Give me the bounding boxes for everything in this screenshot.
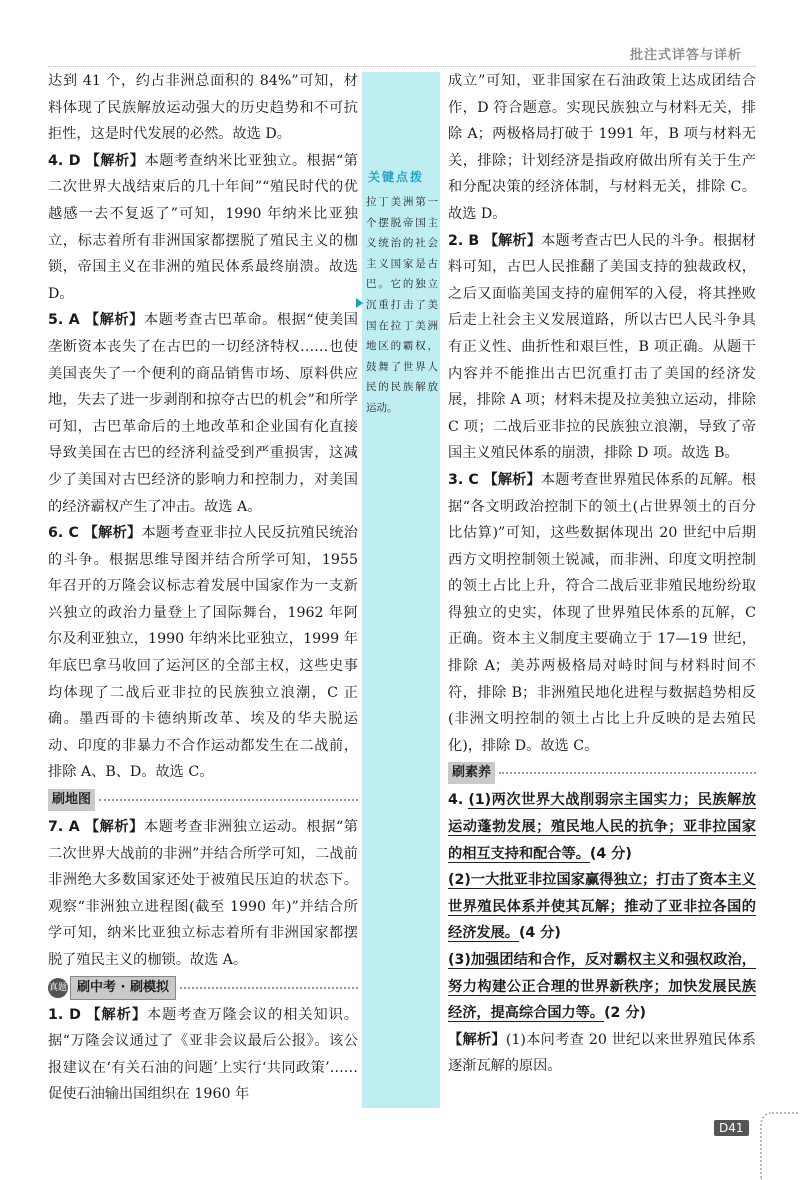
section-label: 刷素养: [448, 762, 495, 784]
answer-text: 本题考查世界殖民体系的瓦解。根据“各文明政治控制下的领土(占世界领土的百分比估算)”可知，这些数据体现出 20 世纪中后期西方文明控制领土锐减，而非洲、印度文明控制的领土占比上升，符合二战后亚非殖民地纷纷取得独立的史实，体现了世界殖民体系的瓦解，C 正确。资本主义制度主要确立于 17—19 世纪，排除 A；美苏两极格局对峙时间与材料时间不符，排除 B；非洲殖民地化进程与数据趋势相反(非洲文明控制的领土占比上升反映的是去殖民化)，排除 D。故选 C。: [448, 471, 756, 754]
answer-2: [448, 228, 756, 467]
score-3: (2 分): [604, 1005, 647, 1022]
margin-note-title: 关键点拨: [368, 170, 425, 184]
answer-6: [48, 520, 358, 786]
right-continued-text: 成立”可知，亚非国家在石油政策上达成团结合作，D 符合题意。实现民族独立与材料无关，排除 A；两极格局打破于 1991 年，B 项与材料无关，排除；计划经济是指政府做出所有关于生产和分配决策的经济体制，与材料无关，排除 C。故选 D。: [448, 73, 756, 222]
section-exam-header: [48, 976, 358, 1000]
answer-4-part-3: [448, 947, 756, 1027]
answer-4: [48, 148, 358, 308]
answer-number: 3. C: [448, 471, 479, 488]
answer-number: 4.: [448, 792, 464, 809]
analysis-tag: 【解析】: [483, 232, 542, 249]
analysis-tag: 【解析】: [83, 525, 142, 542]
answer-4-quality: [448, 787, 756, 867]
answer-text: (1)本问考查 20 世纪以来世界殖民体系逐渐瓦解的原因。: [448, 1031, 756, 1075]
analysis-tag: 【解析】: [85, 152, 145, 169]
page-header: 批注式详答与详析: [630, 48, 743, 63]
section-label: 刷地图: [48, 789, 95, 811]
header-divider: [48, 66, 756, 67]
analysis-tag: 【解析】: [84, 819, 144, 836]
answer-1: [48, 1002, 358, 1108]
answer-7: [48, 814, 358, 974]
score-2: (4 分): [518, 925, 561, 942]
page-number: D41: [714, 1120, 749, 1136]
exam-badge-icon: 真题: [48, 978, 68, 998]
answer-text: 本题考查亚非拉人民反抗殖民统治的斗争。根据思维导图并结合所学可知，1955 年召开的万隆会议标志着发展中国家作为一支新兴独立的政治力量登上了国际舞台，1962 年阿尔及利亚独立，1990 年纳米比亚独立，1999 年年底巴拿马收回了运河区的全部主权，这些史事均体现了二战后亚非拉的民族独立浪潮，C 正确。墨西哥的卡德纳斯改革、埃及的华夫脱运动、印度的非暴力不合作运动都发生在二战前，排除 A、B、D。故选 C。: [48, 525, 358, 781]
analysis-tag: 【解析】: [448, 1031, 506, 1048]
answer-4-part-2: [448, 867, 756, 947]
left-column: [48, 68, 358, 1108]
answer-number: 2. B: [448, 232, 480, 249]
answer-text: 本题考查非洲独立运动。根据“第二次世界大战前的非洲”并结合所学可知，二战前非洲绝大多数国家还处于被殖民压迫的状态下。观察“非洲独立进程图(截至 1990 年)”并结合所学可知，纳米比亚独立标志着所有非洲国家都摆脱了殖民主义的枷锁。故选 A。: [48, 819, 358, 968]
corner-decoration: [760, 1112, 800, 1180]
analysis-tag: 【解析】: [84, 312, 144, 329]
score-1: (4 分): [589, 845, 632, 862]
right-column: [448, 68, 756, 1080]
answer-text: 本题考查纳米比亚独立。根据“第二次世界大战结束后的几十年间”“殖民时代的优越感一去不复返了”可知，1990 年纳米比亚独立，标志着所有非洲国家都摆脱了殖民主义的枷锁，帝国主义在非洲的殖民体系最终崩溃。故选 D。: [48, 152, 358, 302]
answer-number: 5. A: [48, 312, 80, 329]
left-continued-text: 达到 41 个，约占非洲总面积的 84%”可知，材料体现了民族解放运动强大的历史趋势和不可抗拒性，这是时代发展的必然。故选 D。: [48, 73, 358, 143]
answer-part-1: (1)两次世界大战削弱宗主国实力；民族解放运动蓬勃发展；殖民地人民的抗争；亚非拉国家的相互支持和配合等。: [448, 792, 757, 862]
analysis-tag: 【解析】: [86, 1006, 147, 1023]
margin-note-text: 拉丁美洲第一个摆脱帝国主义统治的社会主义国家是古巴。它的独立沉重打击了美国在拉丁美洲地区的霸权，鼓舞了世界人民的民族解放运动。: [366, 196, 438, 414]
dotted-divider: [99, 799, 358, 801]
answer-5: [48, 307, 358, 520]
section-map-header: [48, 788, 358, 812]
answer-4-analysis: [448, 1027, 756, 1080]
answer-number: 1. D: [48, 1006, 81, 1023]
answer-text: 本题考查万隆会议的相关知识。据“万隆会议通过了《亚非会议最后公报》。该公报建议在‘有关石油的问题’上实行‘共同政策’……促使石油输出国组织在 1960 年: [48, 1006, 358, 1103]
section-label: 刷中考 · 刷模拟: [70, 976, 176, 1000]
answer-text: 本题考查古巴革命。根据“使美国垄断资本丧失了在古巴的一切经济特权……也使美国丧失了一个便利的商品销售市场、原料供应地，失去了进一步剥削和掠夺古巴的机会”和所学可知，古巴革命后的土地改革和企业国有化直接导致美国在古巴的经济利益受到严重损害，这减少了美国对古巴经济的影响力和控制力，对美国的经济霸权产生了冲击。故选 A。: [48, 312, 358, 515]
answer-part-3: (3)加强团结和合作，反对霸权主义和强权政治，努力构建公正合理的世界新秩序；加快发展民族经济，提高综合国力等。: [448, 952, 756, 1022]
section-quality-header: [448, 761, 756, 785]
answer-part-2: (2)一大批亚非拉国家赢得独立；打击了资本主义世界殖民体系并使其瓦解；推动了亚非拉各国的经济发展。: [448, 872, 756, 942]
exam-badge: [48, 976, 176, 1000]
analysis-tag: 【解析】: [483, 471, 541, 488]
answer-3: [448, 467, 756, 760]
answer-number: 4. D: [48, 152, 81, 169]
dotted-divider: [180, 987, 358, 989]
dotted-divider: [499, 772, 756, 774]
pointer-arrow-icon: [356, 298, 363, 308]
answer-text: 本题考查古巴人民的斗争。根据材料可知，古巴人民推翻了美国支持的独裁政权，之后又面临美国支持的雇佣军的入侵，将其挫败后走上社会主义发展道路，所以古巴人民斗争具有正义性、曲折性和艰巨性，B 项正确。从题干内容并不能推出古巴沉重打击了美国的经济发展，排除 A 项；材料未提及拉美独立运动，排除 C 项；二战后亚非拉的民族独立浪潮，导致了帝国主义殖民体系的崩溃，排除 D 项。故选 B。: [448, 232, 756, 462]
answer-number: 7. A: [48, 819, 80, 836]
answer-number: 6. C: [48, 525, 79, 542]
